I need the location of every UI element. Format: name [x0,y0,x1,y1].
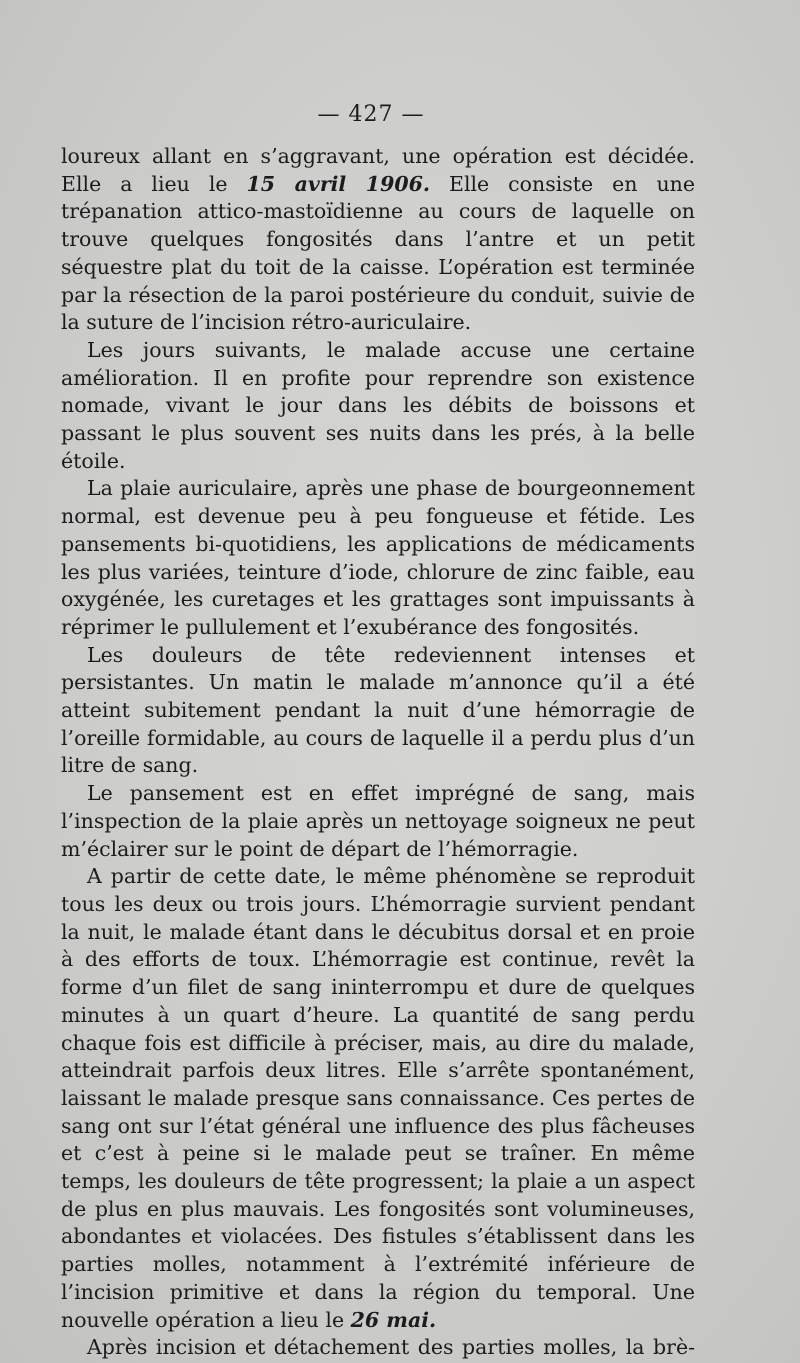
paragraph-1-after: Elle consiste en une trépanation attico-mastoïdienne au cours de laquelle on trouve quelques fongosités dans l’antre et un petit séquestre plat du toit de la caisse. L’opération est terminée par la résection de la paroi postérieure du conduit, suivie de la suture de l’incision rétro-auriculaire. [61,171,695,335]
paragraph-1 [61,143,695,337]
paragraph-6-before: A partir de cette date, le même phénomène se reproduit tous les deux ou trois jours. L’hémorragie survient pendant la nuit, le malade étant dans le décubitus dorsal et en proie à des efforts de toux. L’hémorragie est continue, revêt la forme d’un filet de sang ininterrompu et dure de quelques minutes à un quart d’heure. La quantité de sang perdu chaque fois est difficile à préciser, mais, au dire du malade, atteindrait parfois deux litres. Elle s’arrête spontanément, laissant le malade presque sans connaissance. Ces pertes de sang ont sur l’état général une influence des plus fâcheuses et c’est à peine si le malade peut se traîner. En même temps, les douleurs de tête progressent; la plaie a un aspect de plus en plus mauvais. Les fongosités sont volumineuses, abondantes et violacées. Des fistules s’établissent dans les parties molles, notamment à l’extrémité inférieure de l’incision primitive et dans la région du temporal. Une nouvelle opération a lieu le [61,864,695,1332]
paragraph-3: La plaie auriculaire, après une phase de bourgeonnement normal, est devenue peu à peu fongueuse et fétide. Les pansements bi-quotidiens, les applications de médicaments les plus variées, teinture d’iode, chlorure de zinc faible, eau oxygénée, les curetages et les grattages sont impuissants à réprimer le pullulement et l’exubérance des fongosités. [61,476,695,639]
page-number: — 427 — [317,102,425,127]
paragraph-2: Les jours suivants, le malade accuse une certaine amélioration. Il en profite pour reprendre son existence nomade, vivant le jour dans les débits de boissons et passant le plus souvent ses nuits dans les prés, à la belle étoile. [61,337,695,473]
date-15-avril-1906: 15 avril 1906. [246,171,430,196]
paragraph-7: Après incision et détachement des parties molles, la brè- [87,1335,695,1360]
paragraph-6 [61,863,695,1334]
date-26-mai: 26 mai. [350,1307,437,1332]
paragraph-1-before: loureux allant en s’aggravant, une opération est décidée. Elle a lieu le [61,144,695,196]
paragraph-4: Les douleurs de tête redeviennent intenses et persistantes. Un matin le malade m’annonce qu’il a été atteint subitement pendant la nuit d’une hémorragie de l’oreille formidable, au cours de laquelle il a perdu plus d’un litre de sang. [61,642,695,778]
paragraph-5: Le pansement est en effet imprégné de sang, mais l’inspection de la plaie après un nettoyage soigneux ne peut m’éclairer sur le point de départ de l’hémorragie. [61,781,695,861]
body-text [61,143,695,1362]
